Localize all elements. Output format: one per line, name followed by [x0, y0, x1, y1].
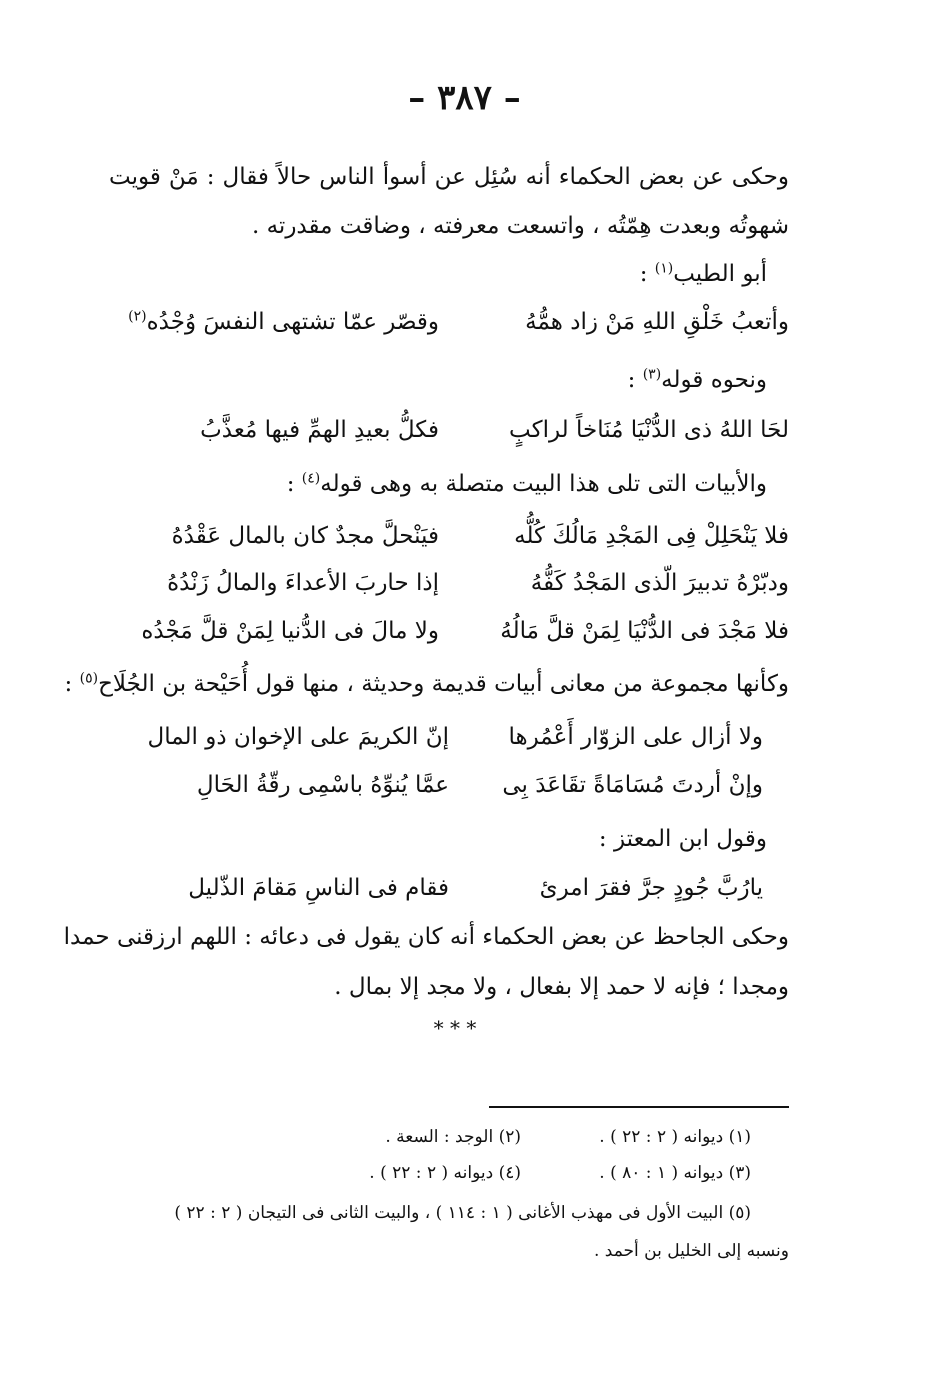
- verse-intro: [107, 363, 767, 399]
- verse-hemistich-first: ولا أزال على الزوّار أَعْمُرها: [508, 724, 763, 750]
- footnote-row: [171, 1124, 751, 1152]
- footnote: (٤) ديوانه ( ٢ : ٢٢ ) .: [369, 1163, 521, 1183]
- verse-intro: وقول ابن المعتز :: [598, 826, 767, 852]
- footnote: (١) ديوانه ( ٢ : ٢٢ ) .: [599, 1127, 751, 1147]
- paragraph-line: ومجدا ؛ فإنه لا حمد إلا بفعال ، ولا مجد إلا بمال .: [334, 974, 789, 1000]
- verse-hemistich-first: وأتعبُ خَلْقِ اللهِ مَنْ زاد همُّهُ: [525, 309, 789, 335]
- verse-line: [109, 871, 789, 907]
- footnote-ref: (١): [654, 260, 674, 277]
- verse-hemistich-first: يارُبَّ جُودٍ جرَّ فقرَ امرئ: [539, 875, 763, 901]
- verse-hemistich-first: لحَا اللهُ ذى الدُّنْيَا مُنَاخاً لراكبٍ: [509, 417, 789, 443]
- verse-hemistich-first: فلا يَنْحَلِلْ فِى المَجْدِ مَالُكَ كُلُّه: [514, 523, 789, 549]
- verse-hemistich-second: فيَنْحلَّ مجدٌ كان بالمال عَقْدُهُ: [171, 523, 439, 549]
- verse-hemistich-second: فكلُّ بعيدِ الهمِّ فيها مُعذَّبُ: [200, 417, 439, 443]
- intro-colon: :: [627, 367, 643, 393]
- intro-text: وكأنها مجموعة من معانى أبيات قديمة وحديثة ، منها قول أُحَيْحة بن الجُلَاح: [98, 671, 789, 697]
- verse-hemistich-first: فلا مَجْدَ فى الدُّنْيَا لِمَنْ قلَّ مَالُهُ: [500, 618, 789, 644]
- verse-intro: [107, 257, 767, 293]
- footnote-ref: (٤): [301, 470, 321, 487]
- verse-hemistich-second: فقام فى الناسِ مَقامَ الذّليل: [188, 875, 449, 901]
- footnote: ونسبه إلى الخليل بن أحمد .: [593, 1241, 789, 1261]
- paragraph-line: وحكى الجاحظ عن بعض الحكماء أنه كان يقول فى دعائه : اللهم ارزقنى حمدا: [63, 924, 789, 950]
- footnote: (٣) ديوانه ( ١ : ٨٠ ) .: [599, 1163, 751, 1183]
- verse-line: [109, 519, 789, 555]
- verse-line: [109, 720, 789, 756]
- footnote-ref: (٥): [79, 670, 99, 687]
- footnote: (٥) البيت الأول فى مهذب الأغانى ( ١ : ١١٤ ) ، والبيت الثانى فى التيجان ( ٢ : ٢٢ ): [174, 1203, 751, 1223]
- footnote-ref: (٢): [128, 308, 147, 325]
- section-separator: * * *: [433, 1016, 477, 1040]
- verse-intro: [107, 467, 767, 503]
- verse-line: [109, 566, 789, 602]
- verse-line: [109, 413, 789, 449]
- footnote-row: [171, 1160, 751, 1188]
- verse-line: [109, 305, 789, 341]
- intro-text: والأبيات التى تلى هذا البيت متصلة به وهى قوله: [320, 471, 767, 497]
- footnote-rule: [489, 1106, 789, 1108]
- intro-colon: :: [286, 471, 302, 497]
- intro-colon: :: [639, 261, 655, 287]
- footnote: (٢) الوجد : السعة .: [385, 1127, 521, 1147]
- verse-hemistich-second: إذا حاربَ الأعداءَ والمالُ زَنْدُهُ: [167, 570, 439, 596]
- intro-text: ونحوه قوله: [661, 367, 767, 393]
- intro-colon: :: [64, 671, 80, 697]
- verse-hemistich-first: ودبّرْهُ تدبيرَ الّذى المَجْدُ كَفُّهُ: [530, 570, 789, 596]
- verse-line: [109, 614, 789, 650]
- verse-text: وقصّر عمّا تشتهى النفسَ وُجْدُه: [146, 309, 439, 335]
- verse-hemistich-first: وإنْ أردتَ مُسَامَاةً تقَاعَدَ بِى: [502, 772, 763, 798]
- paragraph-line: شهوتُه وبعدت هِمّتُه ، واتسعت معرفته ، وضاقت مقدرته .: [251, 213, 789, 239]
- verse-hemistich-second: [109, 305, 439, 339]
- verse-hemistich-second: عمَّا يُنوِّهُ باسْمِى رقّةُ الحَالِ: [196, 772, 449, 798]
- verse-hemistich-second: إنّ الكريمَ على الإخوان ذو المال: [147, 724, 449, 750]
- verse-intro: [64, 667, 789, 703]
- intro-text: أبو الطيب: [673, 261, 767, 287]
- footnote-ref: (٣): [642, 366, 662, 383]
- paragraph-line: وحكى عن بعض الحكماء أنه سُئِل عن أسوأ الناس حالاً فقال : مَنْ قويت: [109, 164, 789, 190]
- verse-hemistich-second: ولا مالَ فى الدُّنيا لِمَنْ قلَّ مَجْدُه: [141, 618, 439, 644]
- page-number: – ٣٨٧ –: [408, 78, 521, 118]
- verse-line: [109, 768, 789, 804]
